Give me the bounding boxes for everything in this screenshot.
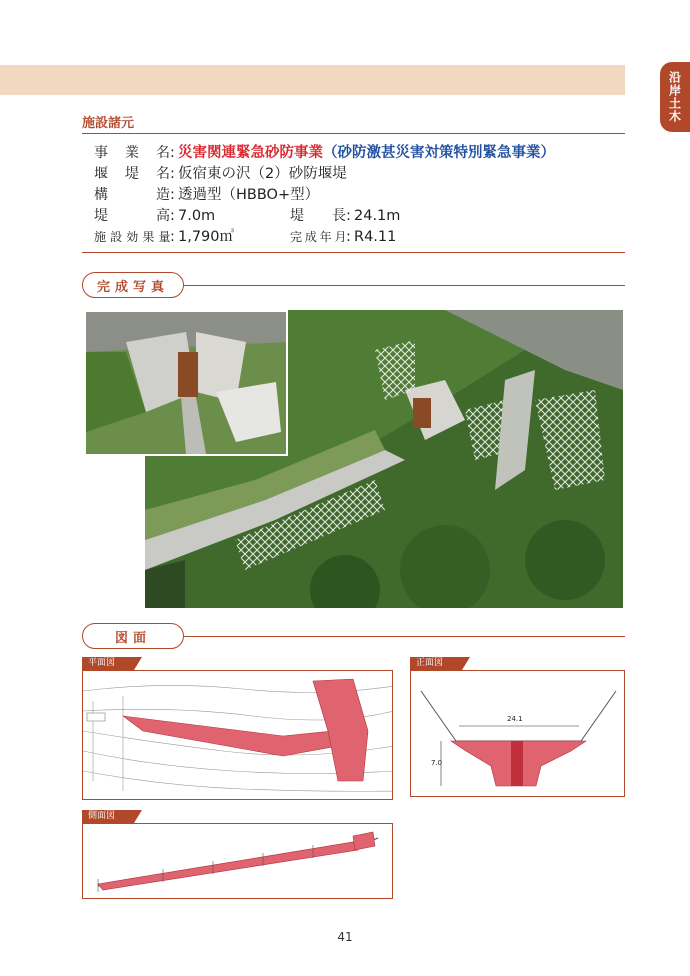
plan-view-tag: 平面図 [82,657,134,670]
header-band [0,65,625,95]
front-height-dim: 7.0 [431,759,443,767]
spec-value: 透過型（HBBO+型） [178,187,320,203]
spec-label: 堰堤名 [94,166,170,182]
photo-section-pill: 完成写真 [82,272,184,298]
spec-teicho: 堤長: 24.1m [290,208,401,224]
spec-label: 施設効果量 [94,230,170,244]
spec-jigyo: 事業名: 災害関連緊急砂防事業（砂防激甚災害対策特別緊急事業） [94,145,555,161]
spec-value: 24.1m [354,208,401,224]
spec-kouka: 施設効果量: 1,790㎥ [94,229,235,245]
spec-label: 完成年月 [290,230,346,244]
spec-label: 堤高 [94,208,170,224]
spec-value-blue: （砂防激甚災害対策特別緊急事業） [323,145,555,161]
page-number: 41 [337,930,353,944]
side-view-tag: 側面図 [82,810,134,823]
chapter-tab[interactable]: 沿岸土木 [660,62,690,132]
spec-teiko: 堤高: 7.0m [94,208,216,224]
spec-value: R4.11 [354,229,397,245]
spec-label: 構造 [94,187,170,203]
front-view-drawing [410,670,625,797]
pill-line [184,285,625,286]
spec-entei: 堰堤名: 仮宿東の沢（2）砂防堰堤 [94,166,347,182]
plan-view-drawing [82,670,393,800]
section-title: 施設諸元 [82,116,135,131]
front-view-tag: 正面図 [410,657,462,670]
pill-line [184,636,625,637]
spec-value: 仮宿東の沢（2）砂防堰堤 [178,166,347,182]
spec-value: 7.0m [178,208,216,224]
divider [82,133,625,134]
drawing-section-pill: 図面 [82,623,184,649]
front-width-dim: 24.1 [507,715,523,723]
spec-kansei: 完成年月: R4.11 [290,229,397,245]
spec-kozo: 構造: 透過型（HBBO+型） [94,187,320,203]
completion-photo-inset [84,310,288,456]
spec-value-red: 災害関連緊急砂防事業 [178,145,323,161]
spec-value: 1,790㎥ [178,229,235,245]
spec-label: 事業名 [94,145,170,161]
side-view-drawing [82,823,393,899]
spec-label: 堤長 [290,208,346,224]
divider [82,252,625,253]
